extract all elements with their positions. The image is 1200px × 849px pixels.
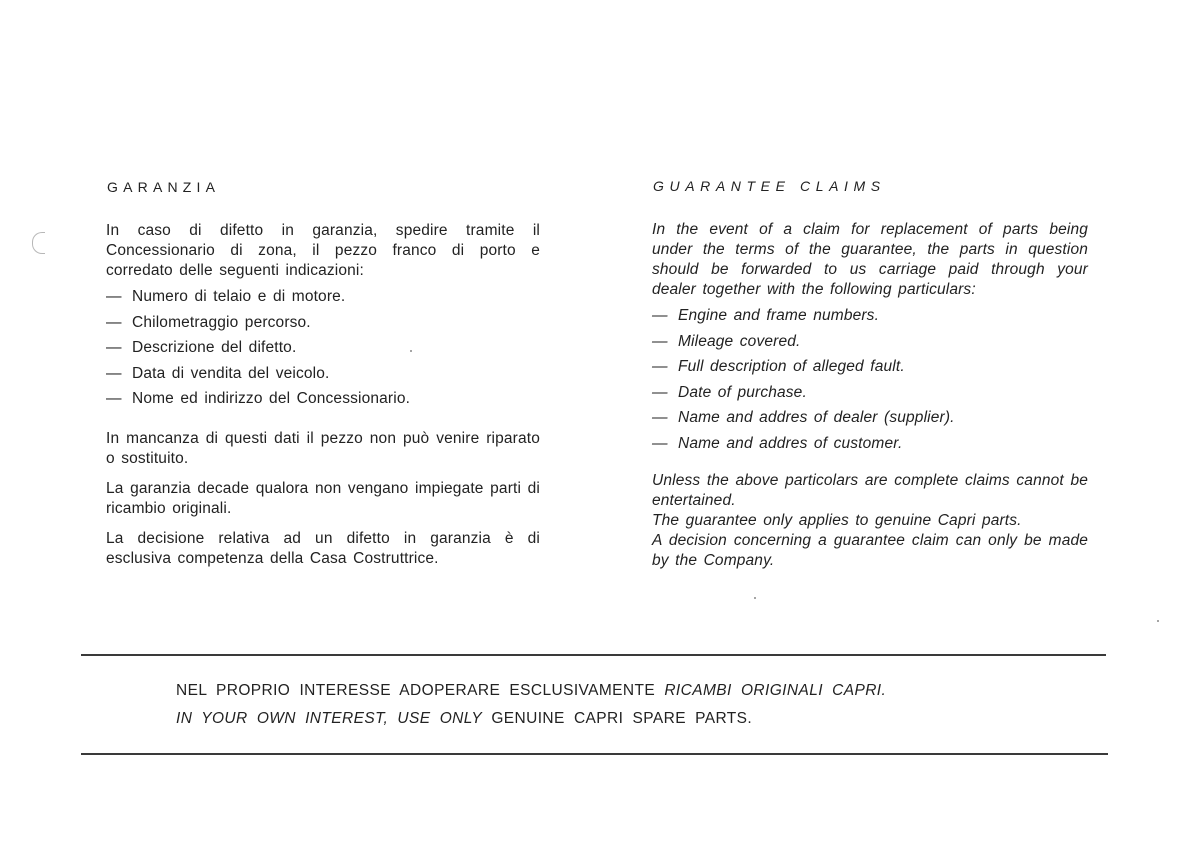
- notice-english: [176, 710, 752, 728]
- list-item: [106, 338, 540, 364]
- italian-heading: GARANZIA: [107, 179, 221, 195]
- scan-speck: [754, 597, 756, 599]
- list-item-text: Descrizione del difetto.: [132, 339, 297, 356]
- italian-paragraph: In mancanza di questi dati il pezzo non può venire riparato o sostituito.: [106, 429, 540, 467]
- list-item-text: Date of purchase.: [678, 383, 807, 401]
- notice-english-italic: IN YOUR OWN INTEREST, USE ONLY: [176, 710, 483, 727]
- english-intro: In the event of a claim for replacement of parts being under the terms of the guarantee, the parts in question should be forwarded to us carriage paid through your dealer together with the following particulars:: [652, 221, 1088, 298]
- dash-marker: —: [106, 339, 122, 356]
- english-paragraph: Unless the above particolars are complete claims cannot be entertained.: [652, 472, 1088, 509]
- notice-italian: [176, 682, 886, 700]
- dash-marker: —: [652, 332, 668, 350]
- dash-marker: —: [106, 288, 122, 305]
- list-item: [106, 389, 540, 415]
- list-item: [652, 357, 1088, 383]
- dash-marker: —: [106, 390, 122, 407]
- binder-hole-mark: [32, 232, 45, 254]
- english-paragraph: The guarantee only applies to genuine Capri parts.: [652, 512, 1022, 529]
- dash-marker: —: [652, 358, 668, 375]
- divider-top: [81, 654, 1106, 656]
- list-item: [106, 364, 540, 390]
- list-item-text: Numero di telaio e di motore.: [132, 288, 346, 305]
- list-item-text: Nome ed indirizzo del Concessionario.: [132, 390, 411, 407]
- dash-marker: —: [106, 313, 122, 331]
- list-item: [652, 332, 1088, 358]
- notice-english-plain: GENUINE CAPRI SPARE PARTS.: [491, 710, 753, 727]
- list-item: [652, 408, 1088, 434]
- scan-speck: [1157, 620, 1159, 622]
- list-item: [106, 313, 540, 339]
- list-item: [106, 287, 540, 313]
- italian-paragraph: La decisione relativa ad un difetto in garanzia è di esclusiva competenza della Casa Costruttrice.: [106, 529, 540, 567]
- list-item: [652, 306, 1088, 332]
- italian-intro: In caso di difetto in garanzia, spedire tramite il Concessionario di zona, il pezzo franco di porto e corredato delle seguenti indicazioni:: [106, 222, 540, 279]
- english-paragraph: A decision concerning a guarantee claim can only be made by the Company.: [652, 532, 1088, 569]
- dash-marker: —: [652, 409, 668, 426]
- list-item-text: Name and addres of customer.: [678, 434, 903, 452]
- english-requirements-list: [652, 306, 1088, 459]
- dash-marker: —: [652, 307, 668, 324]
- italian-requirements-list: [106, 287, 540, 415]
- italian-warranty-section: [106, 178, 540, 579]
- list-item: [652, 434, 1088, 460]
- dash-marker: —: [106, 364, 122, 382]
- divider-bottom: [81, 753, 1108, 755]
- list-item-text: Engine and frame numbers.: [678, 307, 880, 324]
- list-item-text: Full description of alleged fault.: [678, 358, 905, 375]
- notice-italian-plain: NEL PROPRIO INTERESSE ADOPERARE ESCLUSIVAMENTE: [176, 682, 656, 699]
- dash-marker: —: [652, 383, 668, 401]
- english-heading: GUARANTEE CLAIMS: [653, 178, 886, 194]
- list-item-text: Mileage covered.: [678, 332, 801, 350]
- notice-italian-italic: RICAMBI ORIGINALI CAPRI.: [664, 682, 887, 699]
- list-item-text: Chilometraggio percorso.: [132, 313, 311, 331]
- italian-paragraph: La garanzia decade qualora non vengano impiegate parti di ricambio originali.: [106, 479, 540, 517]
- dash-marker: —: [652, 434, 668, 452]
- list-item: [652, 383, 1088, 409]
- english-guarantee-section: [652, 177, 1088, 571]
- list-item-text: Name and addres of dealer (supplier).: [678, 409, 955, 426]
- list-item-text: Data di vendita del veicolo.: [132, 364, 330, 382]
